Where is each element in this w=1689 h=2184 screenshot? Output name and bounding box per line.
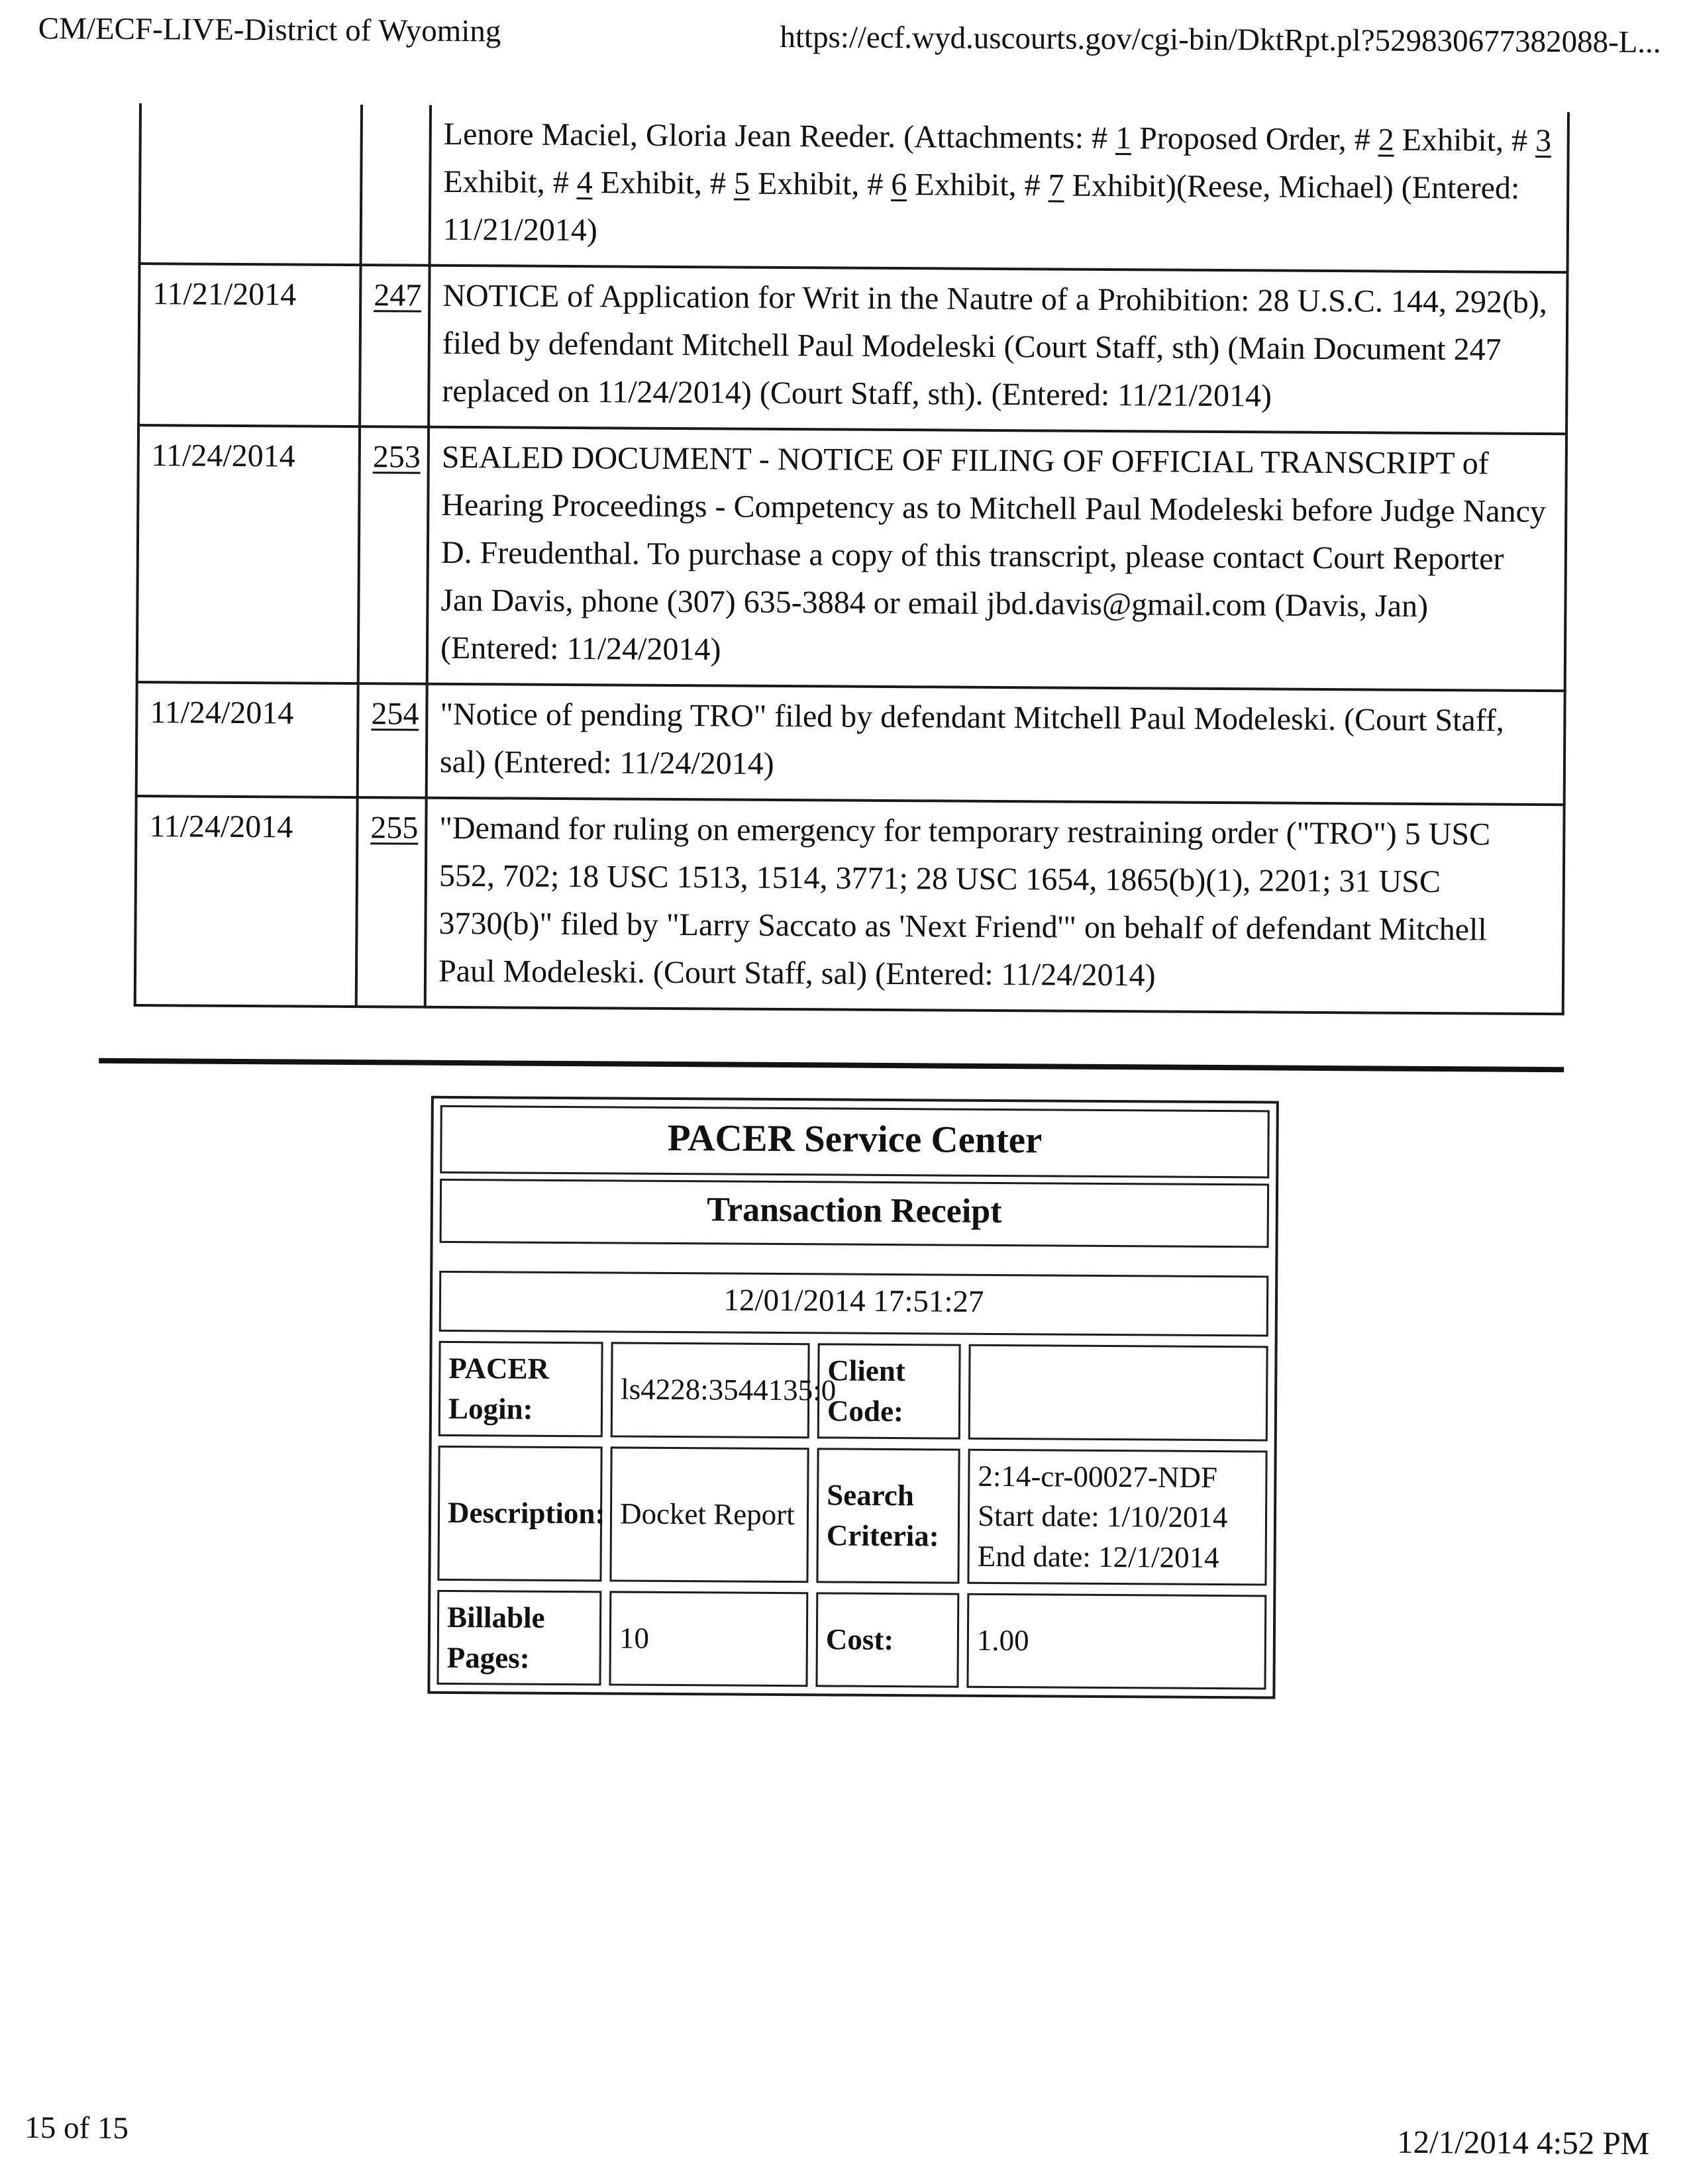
receipt-value (968, 1344, 1268, 1441)
attachment-link[interactable]: 7 (1048, 168, 1064, 203)
docket-number-link[interactable]: 253 (372, 439, 421, 475)
docket-number-link[interactable]: 254 (371, 696, 419, 732)
docket-number-cell (361, 105, 431, 266)
docket-table-body (135, 103, 1568, 1014)
docket-number-link[interactable]: 255 (370, 810, 419, 846)
receipt-title: PACER Service Center (440, 1105, 1270, 1179)
docket-row (136, 682, 1565, 805)
section-divider (99, 1058, 1564, 1073)
docket-description-cell: Lenore Maciel, Gloria Jean Reeder. (Attachments: # 1 Proposed Order, # 2 Exhibit, # 3 Exhibit, # 4 Exhibit, # 5 Exhibit, # 6 Exhibit, # 7 Exhibit)(Reese, Michael) (Entered: 11/21/2014) (430, 105, 1568, 272)
docket-number-cell (356, 797, 427, 1007)
receipt-value: 10 (609, 1591, 808, 1687)
receipt-label: PACER Login: (438, 1341, 603, 1437)
receipt-label: Billable Pages: (436, 1590, 601, 1686)
docket-date-cell: 11/24/2014 (136, 682, 358, 797)
attachment-link[interactable]: 4 (576, 165, 593, 201)
report-url: https://ecf.wyd.uscourts.gov/cgi-bin/DktRpt.pl?529830677382088-L... (780, 19, 1661, 60)
docket-description-cell: NOTICE of Application for Writ in the Nautre of a Prohibition: 28 U.S.C. 144, 292(b), filed by defendant Mitchell Paul Modeleski (Court Staff, sth) (Main Document 247 replaced on 11/24/2014) (Court Staff, sth). (Entered: 11/21/2014) (429, 266, 1567, 434)
docket-number-cell (358, 683, 427, 798)
report-title: CM/ECF-LIVE-District of Wyoming (38, 11, 501, 49)
receipt-value: Docket Report (609, 1446, 809, 1583)
print-timestamp: 12/1/2014 4:52 PM (1396, 2123, 1650, 2162)
receipt-label: Search Criteria: (816, 1448, 960, 1584)
docket-number-link[interactable]: 247 (374, 277, 422, 313)
docket-description-cell: "Demand for ruling on emergency for temporary restraining order ("TRO") 5 USC 552, 702; 18 USC 1513, 1514, 3771; 28 USC 1654, 1865(b)(1), 2201; 31 USC 3730(b)" filed by "Larry Saccato as 'Next Friend'" on behalf of defendant Mitchell Paul Modeleski. (Court Staff, sal) (Entered: 11/24/2014) (425, 798, 1564, 1014)
receipt-subtitle: Transaction Receipt (440, 1179, 1270, 1248)
docket-table (134, 103, 1570, 1015)
attachment-link[interactable]: 3 (1535, 123, 1552, 159)
docket-description-cell: SEALED DOCUMENT - NOTICE OF FILING OF OFFICIAL TRANSCRIPT of Hearing Proceedings - Competency as to Mitchell Paul Modeleski before Judge Nancy D. Freudenthal. To purchase a copy of this transcript, please contact Court Reporter Jan Davis, phone (307) 635-3884 or email jbd.davis@gmail.com (Davis, Jan) (Entered: 11/24/2014) (427, 427, 1566, 691)
receipt-value: 2:14-cr-00027-NDF Start date: 1/10/2014 End date: 12/1/2014 (967, 1448, 1267, 1585)
receipt-value: ls4228:3544135:0 (611, 1342, 810, 1438)
receipt-label: Description: (437, 1445, 602, 1581)
docket-section (129, 103, 1570, 1701)
pacer-receipt (427, 1096, 1278, 1699)
docket-row (137, 425, 1566, 691)
docket-row (138, 264, 1567, 434)
attachment-link[interactable]: 1 (1115, 121, 1132, 156)
receipt-label: Cost: (815, 1592, 959, 1688)
receipt-timestamp: 12/01/2014 17:51:27 (439, 1271, 1269, 1337)
docket-date-cell: 11/24/2014 (135, 796, 358, 1007)
attachment-link[interactable]: 2 (1378, 122, 1394, 158)
receipt-value: 1.00 (966, 1593, 1266, 1689)
docket-description-cell: "Notice of pending TRO" filed by defendant Mitchell Paul Modeleski. (Court Staff, sal) (Entered: 11/24/2014) (427, 684, 1565, 805)
docket-date-cell: 11/24/2014 (137, 425, 360, 683)
page-number: 15 of 15 (25, 2110, 129, 2146)
attachment-link[interactable]: 6 (891, 166, 907, 203)
docket-date-cell (140, 103, 362, 265)
docket-row (135, 796, 1564, 1014)
receipt-grid (436, 1341, 1268, 1690)
docket-number-cell (358, 426, 429, 684)
docket-number-cell (360, 265, 429, 427)
docket-row (140, 103, 1568, 272)
receipt-label: Client Code: (817, 1343, 961, 1439)
attachment-link[interactable]: 5 (733, 166, 750, 201)
docket-date-cell: 11/21/2014 (138, 264, 360, 426)
